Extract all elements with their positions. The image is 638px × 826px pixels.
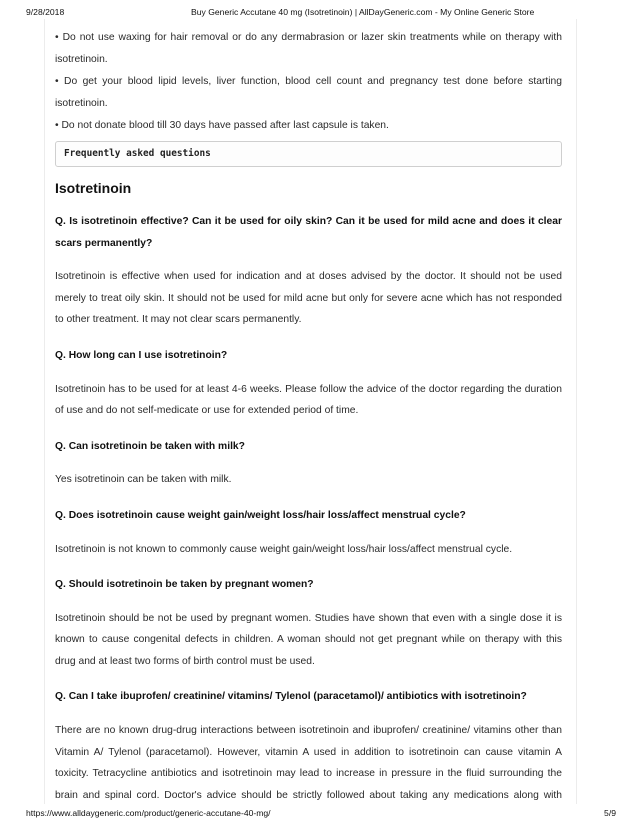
faq-answer: Isotretinoin has to be used for at least 4-6 weeks. Please follow the advice of the doctor regarding the duration of use and do not self-medicate or use for extended period of time. <box>55 383 562 417</box>
print-header <box>26 7 616 19</box>
precaution-bullet: • Do not donate blood till 30 days have passed after last capsule is taken. <box>55 120 389 132</box>
faq-answer: Isotretinoin is not known to commonly cause weight gain/weight loss/hair loss/affect menstrual cycle. <box>55 543 513 555</box>
print-date: 9/28/2018 <box>26 7 65 17</box>
section-title: Isotretinoin <box>55 179 132 196</box>
page-number: 5/9 <box>604 808 616 818</box>
faq-answer: Isotretinoin should be not be used by pregnant women. Studies have shown that even with a single dose it is known to cause congenital defects in children. A woman should not get pregnant while on therapy with this drug and at least two forms of birth control must be used. <box>55 612 562 667</box>
content-inner <box>55 27 562 804</box>
precaution-bullet: • Do get your blood lipid levels, liver function, blood cell count and pregnancy test done before starting isotretinoin. <box>55 76 562 109</box>
page-content <box>44 19 577 804</box>
print-url: https://www.alldaygeneric.com/product/generic-accutane-40-mg/ <box>26 808 271 818</box>
faq-question: Q. Can I take ibuprofen/ creatinine/ vitamins/ Tylenol (paracetamol)/ antibiotics with isotretinoin? <box>55 691 527 703</box>
faq-answer: Isotretinoin is effective when used for indication and at doses advised by the doctor. It should not be used merely to treat oily skin. It should not be used for mild acne but only for severe acne which has not responded to other treatment. It may not clear scars permanently. <box>55 271 562 326</box>
faq-question: Q. Should isotretinoin be taken by pregnant women? <box>55 579 314 591</box>
faq-question: Q. How long can I use isotretinoin? <box>55 349 228 361</box>
faq-question: Q. Does isotretinoin cause weight gain/weight loss/hair loss/affect menstrual cycle? <box>55 509 466 521</box>
faq-answer: There are no known drug-drug interactions between isotretinoin and ibuprofen/ creatinine/ vitamins other than Vitamin A/ Tylenol (paracetamol). However, vitamin A used in addition to isotretinoin can cause vitamin A toxicity. Tetracycline antibiotics and isotretinoin may lead to increase in pressure in the fluid surrounding the brain and spinal cord. Doctor's advice should be strictly followed about taking any medications along with <box>55 725 562 801</box>
print-page-title: Buy Generic Accutane 40 mg (Isotretinoin) | AllDayGeneric.com - My Online Generic Store <box>191 7 535 17</box>
precaution-bullet: • Do not use waxing for hair removal or do any dermabrasion or lazer skin treatments while on therapy with isotretinoin. <box>55 32 562 65</box>
faq-question: Q. Is isotretinoin effective? Can it be used for oily skin? Can it be used for mild acne and does it clear scars permanently? <box>55 215 562 249</box>
faq-answer: Yes isotretinoin can be taken with milk. <box>55 474 232 486</box>
faq-question: Q. Can isotretinoin be taken with milk? <box>55 440 245 452</box>
faq-tab[interactable]: Frequently asked questions <box>55 141 562 167</box>
print-footer <box>26 808 616 820</box>
